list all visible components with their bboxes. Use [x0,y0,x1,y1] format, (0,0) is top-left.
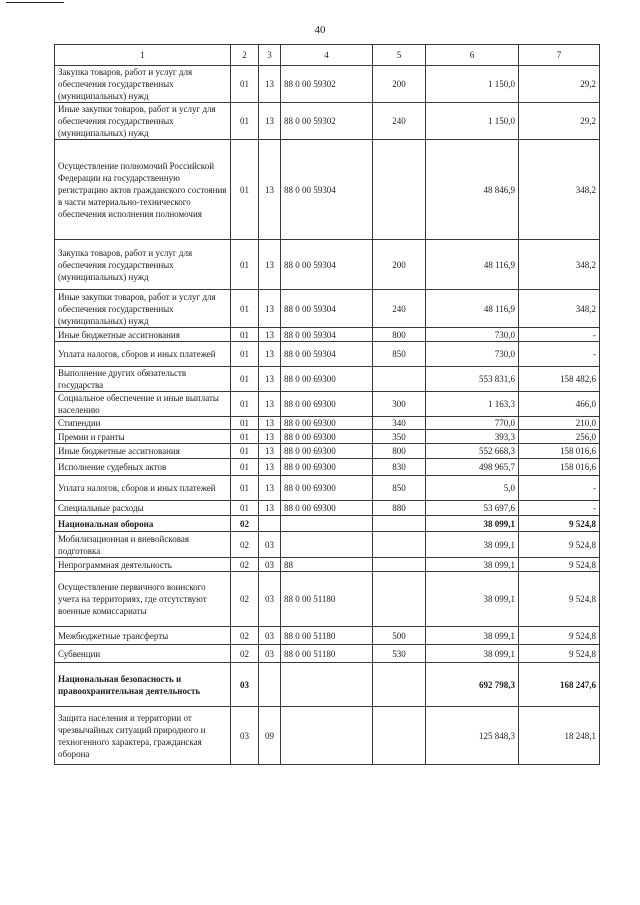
subsection-cell: 03 [259,558,281,572]
target-article-cell [281,516,373,532]
plan-amount-cell: 38 099,1 [426,532,519,558]
expense-type-cell: 850 [373,342,426,367]
expense-type-cell [373,572,426,627]
section-cell: 01 [231,66,259,103]
subsection-cell: 13 [259,430,281,444]
executed-amount-cell: 348,2 [519,290,600,328]
subsection-cell: 13 [259,103,281,140]
target-article-cell [281,663,373,707]
row-name-cell: Защита населения и территории от чрезвычайных ситуаций природного и техногенного характера, гражданская оборона [55,707,231,765]
plan-amount-cell: 393,3 [426,430,519,444]
target-article-cell: 88 0 00 59304 [281,140,373,240]
plan-amount-cell: 552 668,3 [426,444,519,459]
subsection-cell: 03 [259,645,281,663]
expense-type-cell [373,707,426,765]
section-cell: 01 [231,328,259,342]
executed-amount-cell: 9 524,8 [519,532,600,558]
target-article-cell: 88 0 00 51180 [281,627,373,645]
section-cell: 02 [231,572,259,627]
plan-amount-cell: 125 848,3 [426,707,519,765]
expense-type-cell: 240 [373,103,426,140]
plan-amount-cell: 498 965,7 [426,459,519,476]
subsection-cell [259,516,281,532]
target-article-cell: 88 0 00 59304 [281,342,373,367]
target-article-cell [281,707,373,765]
subsection-cell: 13 [259,290,281,328]
table-row [55,342,600,367]
expense-type-cell: 200 [373,66,426,103]
target-article-cell: 88 0 00 59304 [281,240,373,290]
column-header-4: 4 [281,45,373,66]
target-article-cell: 88 0 00 69300 [281,392,373,417]
row-name-cell: Премии и гранты [55,430,231,444]
target-article-cell: 88 0 00 69300 [281,459,373,476]
executed-amount-cell: 168 247,6 [519,663,600,707]
executed-amount-cell: 348,2 [519,240,600,290]
row-name-cell: Национальная безопасность и правоохранительная деятельность [55,663,231,707]
plan-amount-cell: 48 846,9 [426,140,519,240]
plan-amount-cell: 1 150,0 [426,103,519,140]
row-name-cell: Мобилизационная и вневойсковая подготовка [55,532,231,558]
table-row [55,240,600,290]
target-article-cell: 88 0 00 59302 [281,103,373,140]
table-row [55,645,600,663]
table-row [55,290,600,328]
executed-amount-cell: 210,0 [519,417,600,430]
expense-type-cell: 500 [373,627,426,645]
expense-type-cell: 350 [373,430,426,444]
executed-amount-cell: - [519,501,600,516]
row-name-cell: Иные бюджетные ассигнования [55,328,231,342]
subsection-cell: 13 [259,476,281,501]
table-row [55,501,600,516]
section-cell: 01 [231,459,259,476]
target-article-cell: 88 0 00 59302 [281,66,373,103]
row-name-cell: Национальная оборона [55,516,231,532]
section-cell: 01 [231,240,259,290]
subsection-cell: 13 [259,501,281,516]
section-cell: 01 [231,444,259,459]
executed-amount-cell: 9 524,8 [519,558,600,572]
target-article-cell: 88 0 00 59304 [281,290,373,328]
section-cell: 01 [231,430,259,444]
expense-type-cell [373,663,426,707]
executed-amount-cell: 158 016,6 [519,444,600,459]
table-row [55,417,600,430]
executed-amount-cell: 348,2 [519,140,600,240]
plan-amount-cell: 1 150,0 [426,66,519,103]
row-name-cell: Осуществление первичного воинского учета на территориях, где отсутствуют военные комиссариаты [55,572,231,627]
table-row [55,459,600,476]
table-row [55,103,600,140]
target-article-cell: 88 0 00 51180 [281,645,373,663]
expense-type-cell [373,558,426,572]
row-name-cell: Уплата налогов, сборов и иных платежей [55,342,231,367]
plan-amount-cell: 553 831,6 [426,367,519,392]
executed-amount-cell: - [519,328,600,342]
section-cell: 02 [231,627,259,645]
row-name-cell: Стипендии [55,417,231,430]
subsection-cell: 03 [259,627,281,645]
subsection-cell: 13 [259,459,281,476]
table-row [55,532,600,558]
table-row [55,707,600,765]
executed-amount-cell: - [519,342,600,367]
column-header-1: 1 [55,45,231,66]
target-article-cell: 88 0 00 69300 [281,430,373,444]
table-row [55,328,600,342]
subsection-cell: 13 [259,367,281,392]
expense-type-cell: 800 [373,328,426,342]
table-row [55,572,600,627]
column-header-5: 5 [373,45,426,66]
table-row [55,140,600,240]
expense-type-cell: 340 [373,417,426,430]
table-row [55,367,600,392]
column-header-3: 3 [259,45,281,66]
plan-amount-cell: 5,0 [426,476,519,501]
column-header-7: 7 [519,45,600,66]
top-rule [6,2,64,3]
section-cell: 01 [231,501,259,516]
plan-amount-cell: 730,0 [426,342,519,367]
executed-amount-cell: 18 248,1 [519,707,600,765]
expense-type-cell [373,140,426,240]
table-row [55,392,600,417]
expense-type-cell: 800 [373,444,426,459]
subsection-cell: 13 [259,392,281,417]
table-row [55,444,600,459]
expense-type-cell [373,367,426,392]
subsection-cell: 13 [259,342,281,367]
subsection-cell: 13 [259,417,281,430]
plan-amount-cell: 770,0 [426,417,519,430]
section-cell: 02 [231,558,259,572]
executed-amount-cell: - [519,476,600,501]
table-row [55,430,600,444]
plan-amount-cell: 730,0 [426,328,519,342]
target-article-cell: 88 0 00 69300 [281,444,373,459]
header-row [55,45,600,66]
expense-type-cell: 240 [373,290,426,328]
target-article-cell: 88 0 00 69300 [281,501,373,516]
page-number: 40 [314,24,326,36]
executed-amount-cell: 9 524,8 [519,645,600,663]
executed-amount-cell: 29,2 [519,66,600,103]
subsection-cell: 03 [259,532,281,558]
subsection-cell: 13 [259,328,281,342]
section-cell: 01 [231,290,259,328]
row-name-cell: Иные закупки товаров, работ и услуг для обеспечения государственных (муниципальных) нужд [55,103,231,140]
table-row [55,663,600,707]
row-name-cell: Иные бюджетные ассигнования [55,444,231,459]
row-name-cell: Осуществление полномочий Российской Федерации на государственную регистрацию актов гражданского состояния в части материально-технического обеспечения исполнения полномочия [55,140,231,240]
target-article-cell: 88 0 00 59304 [281,328,373,342]
executed-amount-cell: 29,2 [519,103,600,140]
executed-amount-cell: 9 524,8 [519,516,600,532]
expense-type-cell [373,532,426,558]
plan-amount-cell: 38 099,1 [426,645,519,663]
expense-type-cell: 830 [373,459,426,476]
expense-type-cell: 530 [373,645,426,663]
budget-table [54,44,600,765]
section-cell: 03 [231,663,259,707]
subsection-cell [259,663,281,707]
row-name-cell: Социальное обеспечение и иные выплаты населению [55,392,231,417]
section-cell: 02 [231,516,259,532]
row-name-cell: Иные закупки товаров, работ и услуг для обеспечения государственных (муниципальных) нужд [55,290,231,328]
plan-amount-cell: 692 798,3 [426,663,519,707]
row-name-cell: Закупка товаров, работ и услуг для обеспечения государственных (муниципальных) нужд [55,240,231,290]
table-row [55,627,600,645]
expense-type-cell [373,516,426,532]
table-row [55,66,600,103]
executed-amount-cell: 9 524,8 [519,572,600,627]
table-row [55,516,600,532]
column-header-2: 2 [231,45,259,66]
plan-amount-cell: 48 116,9 [426,290,519,328]
section-cell: 01 [231,342,259,367]
subsection-cell: 09 [259,707,281,765]
expense-type-cell: 200 [373,240,426,290]
subsection-cell: 13 [259,240,281,290]
subsection-cell: 03 [259,572,281,627]
row-name-cell: Субвенции [55,645,231,663]
executed-amount-cell: 158 482,6 [519,367,600,392]
row-name-cell: Непрограммная деятельность [55,558,231,572]
target-article-cell [281,532,373,558]
section-cell: 01 [231,367,259,392]
executed-amount-cell: 9 524,8 [519,627,600,645]
section-cell: 01 [231,103,259,140]
target-article-cell: 88 0 00 69300 [281,476,373,501]
section-cell: 01 [231,140,259,240]
plan-amount-cell: 38 099,1 [426,516,519,532]
expense-type-cell: 850 [373,476,426,501]
row-name-cell: Межбюджетные трансферты [55,627,231,645]
table-header [55,45,600,66]
expense-type-cell: 880 [373,501,426,516]
section-cell: 01 [231,417,259,430]
target-article-cell: 88 0 00 51180 [281,572,373,627]
plan-amount-cell: 48 116,9 [426,240,519,290]
row-name-cell: Уплата налогов, сборов и иных платежей [55,476,231,501]
plan-amount-cell: 38 099,1 [426,572,519,627]
target-article-cell: 88 [281,558,373,572]
column-header-6: 6 [426,45,519,66]
target-article-cell: 88 0 00 69300 [281,367,373,392]
table-row [55,476,600,501]
plan-amount-cell: 1 163,3 [426,392,519,417]
plan-amount-cell: 38 099,1 [426,558,519,572]
row-name-cell: Закупка товаров, работ и услуг для обеспечения государственных (муниципальных) нужд [55,66,231,103]
expense-type-cell: 300 [373,392,426,417]
plan-amount-cell: 38 099,1 [426,627,519,645]
table-row [55,558,600,572]
subsection-cell: 13 [259,140,281,240]
executed-amount-cell: 256,0 [519,430,600,444]
plan-amount-cell: 53 697,6 [426,501,519,516]
row-name-cell: Выполнение других обязательств государства [55,367,231,392]
table-body [55,66,600,765]
subsection-cell: 13 [259,444,281,459]
target-article-cell: 88 0 00 69300 [281,417,373,430]
row-name-cell: Специальные расходы [55,501,231,516]
section-cell: 01 [231,392,259,417]
executed-amount-cell: 158 016,6 [519,459,600,476]
row-name-cell: Исполнение судебных актов [55,459,231,476]
section-cell: 02 [231,532,259,558]
section-cell: 02 [231,645,259,663]
executed-amount-cell: 466,0 [519,392,600,417]
subsection-cell: 13 [259,66,281,103]
section-cell: 03 [231,707,259,765]
section-cell: 01 [231,476,259,501]
